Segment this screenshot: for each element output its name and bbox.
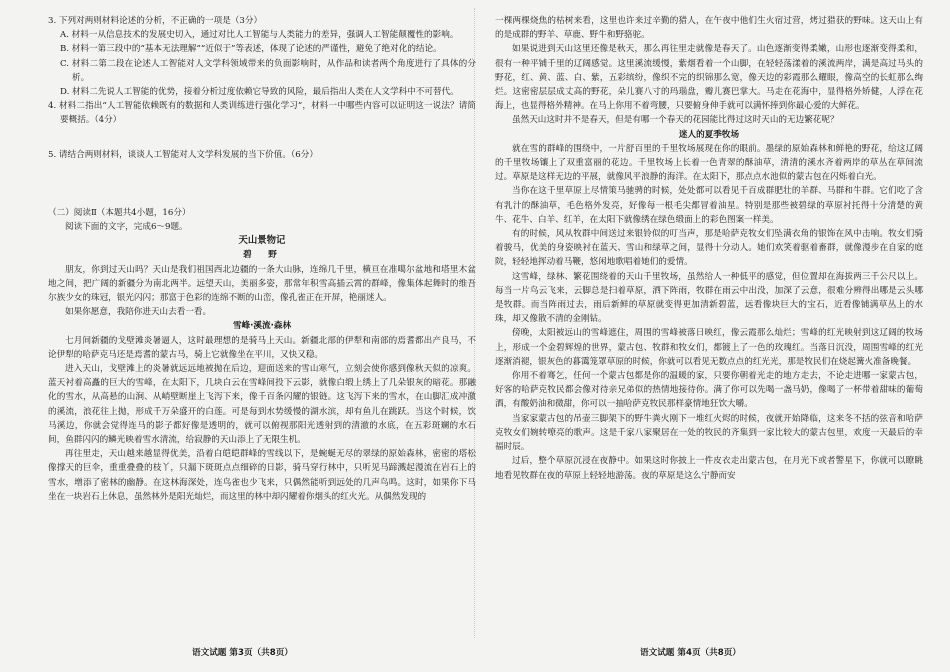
q5: 5. 请结合两则材料，谈谈人工智能对人文学科发展的当下价值。（6分） — [48, 149, 318, 160]
flowers-question-para: 虽然天山这时并不是春天，但是有哪一个春天的花园能比得过这时天山的无边繁花呢？ — [512, 115, 839, 126]
body-para-3: 再往里走，天山越来越显得优美，沿着白皑皑群峰的雪线以下，是蜿蜒无尽的翠绿的原始森林，密密的塔松像撑天的巨伞，重重叠叠的枝丫，只漏下斑斑点点细碎的日影，骑马穿行林中，只听见马蹄溅起漫流在岩石上的雪水，增添了密林的幽静。在这林海深处，连鸟雀也少飞来，只偶然能听到远处的几声鸟鸣。这时，如果你下马坐在一块岩石上休息，虽然林外是阳光灿烂，而这里的林中却闪耀着你烟头的红火光。从偶然发现的 — [48, 449, 476, 502]
spring-para: 如果说进到天山这里还像是秋天，那么再往里走就像是春天了。山色逐渐变得柔嫩，山形也逐渐变得柔和，很有一种平铺千里的辽阔感觉。这里溪流缓慢，紫烟看着一个山脚，在轻轻荡漾着的溪流两岸，满是高过马头的野花，红、黄、蓝、白、紫，五彩缤纷，像织不完的织锦那么宽，像天边的彩霞那么耀眼，像高空的长虹那么绚烂。这密密层层成丈高的野花，朵儿赛八寸的玛瑙盘，瓣儿赛巴掌大。马走在花海中，显得格外矫健，人浮在花海上，也显得格外精神。在马上你用不着弯腰，只要俯身伸手就可以满怀捧到你最心爱的大鲜花。 — [495, 44, 923, 112]
right-page — [495, 14, 923, 483]
q3-stem: 3. 下列对两则材料论述的分析，不正确的一项是（3分） — [48, 16, 263, 26]
intro-para-1: 朋友，你到过天山吗？天山是我们祖国西北边疆的一条大山脉，连绵几千里，横亘在准噶尔盆地和塔里木盆地之间，把广阔的新疆分为南北两半。远望天山，美丽多姿，那常年积雪高插云霄的群峰，像集体起舞时的维吾尔族少女的珠冠，银光闪闪；那富于色彩的连绵不断的山峦，像孔雀正在开屏，艳丽迷人。 — [48, 264, 476, 304]
pasture-para-5: 傍晚，太阳被远山的雪峰遮住，周围的雪峰被落日映红，像云霞那么灿烂；雪峰的红光映射到这辽阔的牧场上，形成一个金碧辉煌的世界，蒙古包、牧群和牧女们，都镀上了一色的玫瑰红。当落日沉没，周围雪峰的红光逐渐消褪，银灰色的暮霭笼罩草原的时候，你就可以看见无数点点的红光光，那是牧民们在烧起篝火准备晚餐。 — [495, 328, 923, 367]
body-para-2: 进入天山，戈壁滩上的炎暑就远远地被抛在后边，迎面送来的雪山寒气，立刻会使你感到像秋天似的凉爽。蓝天衬着高矗的巨大的雪峰，在太阳下，几块白云在雪峰间投下云影，就像白缎上绣上了几朵银灰的暗花。那融化的雪水，从高悬的山涧、从峭壁断崖上飞泻下来，像千百条闪耀的银链。这飞泻下来的雪水，在山脚汇成冲激的溪流，浪花往上抛，形成千万朵盛开的白莲。可是每到水势缓慢的湖水滨，却有鱼儿在跳跃。当这个时候，饮马溪边，你就会觉得连马的影子都好像是透明的，就可以俯视那阳光透射到的清澈的水底，在五彩斑斓的水石间，鱼群闪闪的鳞光映着雪水清流，给寂静的天山添上了无限生机。 — [48, 364, 476, 446]
q3-option-b: B. 材料一第三段中的“基本无法理解”“近似于”等表述，体现了论述的严谨性，避免了绝对化的结论。 — [60, 44, 442, 55]
pasture-para-7: 当家家蒙古包的吊壶三脚架下的野牛粪火刚下一堆红火烬的时候，夜就开始降临，这来冬不括的弦音和哈萨克牧女们婉转嘹亮的歌声。这是千家八家聚居在一处的牧民的齐集到一家比较大的蒙古包里，欢度一天最后的幸福时辰。 — [495, 413, 923, 453]
pasture-para-3: 有的时候，风从牧群中间送过来银铃似的叮当声，那是哈萨克牧女们坠满衣角的银饰在风中击响。牧女们骑着骏马，优美的身姿映衬在蓝天、雪山和绿草之间，显得十分动人。她们欢笑着驱着畜群，就像漫步在自家的庭院，轻轻地挥动着马鞭，悠闲地歌唱着她们的爱情。 — [495, 229, 923, 268]
pasture-para-4: 这雪峰，绿林、繁花围绕着的天山千里牧场，虽然给人一种低平的感觉，但位置却在海拔两三千公尺以上。每当一片鸟云飞来，云脚总是扫着草原，洒下阵雨，牧群在雨云中出没，加深了云意，很难分辨得出哪是云头哪是牧群。而当阵雨过去，雨后新鲜的草原就变得更加清新碧蓝，远看像块巨大的宝石，近看像铺满草丛上的水珠，却又像散不清的金刚钻。 — [495, 271, 923, 325]
continued-para: 一棵两棵烧焦的枯树来看，这里也许来过辛勤的猎人，在午夜中他们生火宿过营，烤过猎获的野味。这天山上有的是成群的野羊、草鹿、野牛和野骆驼。 — [495, 16, 923, 41]
page-footer-right: 语文试题 第4页（共8页） — [640, 648, 741, 658]
q3-option-d: D. 材料二先说人工智能的优势，接着分析过度依赖它导致的风险，最后指出人类在人文学科中不可替代。 — [60, 87, 459, 98]
page-footer-left: 语文试题 第3页（共8页） — [192, 648, 293, 658]
pasture-para-1: 就在雪的群峰的围绕中，一片舒百里的千里牧场展现在你的眼前。墨绿的原始森林和鲜艳的野花，给这辽阔的千里牧场镶上了双重富丽的花边。千里牧场上长着一色青翠的酥油草，清清的溪水齐着两岸的草丛在草间流过。草原是这样无边的平展，就像风平浪静的海洋。在太阳下，那点点水池似的蒙古包在闪烁着白光。 — [495, 143, 923, 183]
left-page — [48, 14, 476, 504]
pasture-para-2: 当你在这千里草原上尽情策马驰骋的时候，处处都可以看见千百成群肥壮的羊群、马群和牛群。它们吃了含有乳汁的酥油草，毛色格外发亮，好像每一根毛尖都冒着油星。特别是那些被碧绿的草原衬托得十分清楚的黄牛、花牛、白羊、红羊，在太阳下就像绣在绿色缎面上的彩色图案一样美。 — [495, 186, 923, 225]
section-instructions: 阅读下面的文字，完成6～9题。 — [65, 222, 188, 233]
body-para-1: 七月间新疆的戈壁滩炎暑逼人，这时最理想的是骑马上天山。新疆北部的伊犁和南部的焉耆都出产良马，不论伊犁的哈萨克马还是焉耆的蒙古马，骑上它就像坐在平川，又快又稳。 — [48, 335, 476, 360]
section-head: （二）阅读Ⅱ（本题共4小题，16分） — [48, 207, 191, 218]
subhead-snow-stream-forest: 雪峰·溪流·森林 — [232, 321, 292, 332]
q3-option-c: C. 材料二第二段在论述人工智能对人文学科领域带来的负面影响时，从作品和读者两个角度进行了具体的分析。 — [60, 58, 476, 83]
subhead-summer-pasture: 迷人的夏季牧场 — [678, 129, 740, 140]
q3-option-a: A. 材料一从信息技术的发展史切入，通过对比人工智能与人类能力的差异，强调人工智能颠覆性的影响。 — [60, 30, 459, 41]
article-title: 天山景物记 — [238, 235, 286, 247]
intro-para-2: 如果你愿意，我陪你进天山去看一看。 — [65, 307, 212, 318]
q4: 4. 材料二指出“人工智能依赖既有的数据和人类训练进行强化学习”，材料一中哪些内容可以证明这一说法？请简要概括。（4分） — [48, 101, 476, 126]
pasture-para-8: 过后，整个草原沉浸在夜静中。如果这时你披上一件皮衣走出蒙古包，在月光下或者警星下，你就可以瞭眺地看见牧群在夜的草原上轻轻地游荡。夜的草原是这么宁静而安 — [495, 456, 923, 481]
pasture-para-6: 你用不着骞乞，任何一个蒙古包都是你的温暖的家，只要你朝着光走的地方走去，不论走进哪一家蒙古包，好客的哈萨克牧民都会像对待亲兄弟似的热情地接待你。满了你可以先喝一盏马奶，像喝了一杯带着甜味的葡萄酒，有酸奶油和微甜，你可以一抽哈萨克牧民那样豪情地狂饮大嚼。 — [495, 371, 923, 410]
article-author: 碧 野 — [243, 250, 281, 261]
